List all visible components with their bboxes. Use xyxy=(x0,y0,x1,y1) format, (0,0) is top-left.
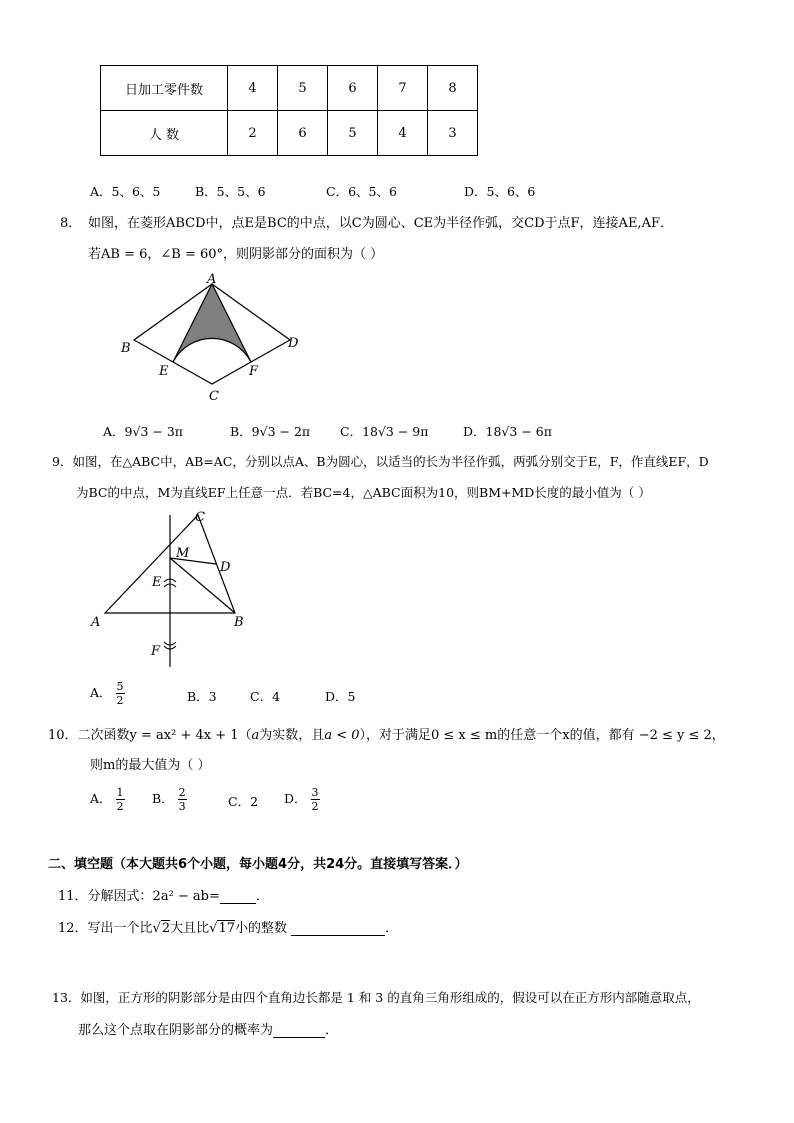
q10-line1 xyxy=(48,724,725,743)
table-cell: 7 xyxy=(378,66,428,111)
table-row xyxy=(101,66,478,111)
q7-option-d: D．5、6、6 xyxy=(464,184,536,199)
table-cell: 5 xyxy=(328,111,378,156)
q11-text: 11．分解因式：2a² − ab= xyxy=(58,889,220,904)
q9-option-c: C．4 xyxy=(250,689,281,704)
sqrt-sign: √ xyxy=(152,921,161,936)
q12-pre: 12．写出一个比 xyxy=(58,921,153,936)
q11 xyxy=(58,885,269,904)
q8-option-a: A．9√3 − 3π xyxy=(103,424,183,439)
q10-option-d-num: 3 xyxy=(311,786,319,799)
q8-option-d: D．18√3 − 6π xyxy=(463,424,552,439)
q9-option-b: B．3 xyxy=(187,689,217,704)
table-cell: 2 xyxy=(228,111,278,156)
q10-option-c xyxy=(228,792,258,810)
sqrt-sign: √ xyxy=(209,921,218,936)
label-m: M xyxy=(176,546,190,561)
table-cell: 日加工零件数 xyxy=(101,66,228,111)
answer-blank[interactable] xyxy=(273,1022,325,1038)
label-c: C xyxy=(209,389,219,404)
q8-option-b: B．9√3 − 2π xyxy=(230,424,311,439)
table-cell: 5 xyxy=(278,66,328,111)
label-f: F xyxy=(249,364,259,379)
q7-option-c: C．6、5、6 xyxy=(326,184,397,199)
q10-line1-a: 10．二次函数y = ax² + 4x + 1（ xyxy=(48,728,252,743)
q12-tail: ． xyxy=(385,921,399,936)
q10-option-a-prefix: A． xyxy=(90,791,112,806)
label-e: E xyxy=(159,364,169,379)
fraction xyxy=(178,786,187,813)
table-cell: 8 xyxy=(428,66,478,111)
q10-option-b-num: 2 xyxy=(178,786,186,799)
q9-option-a xyxy=(90,680,125,707)
q11-tail: ． xyxy=(255,889,269,904)
q10-line1-c: 为实数，且 xyxy=(259,728,325,743)
q13-tail: ． xyxy=(325,1023,339,1038)
q10-option-b-prefix: B． xyxy=(152,791,174,806)
q9-line1: 9．如图，在△ABC中，AB=AC，分别以点A、B为圆心，以适当的长为半径作弧，两弧分别交于E，F，作直线EF，D xyxy=(52,454,709,469)
q7-option-a: A．5、6、5 xyxy=(90,184,161,199)
q10-option-c-text: 2 xyxy=(250,794,259,809)
q8-number: 8． xyxy=(60,216,82,231)
answer-blank[interactable] xyxy=(220,888,256,904)
q13-line2: 那么这个点取在阴影部分的概率为 xyxy=(78,1023,274,1038)
q10-option-d-prefix: D． xyxy=(284,791,307,806)
triangle-figure xyxy=(85,505,255,675)
q9-option-d: D．5 xyxy=(325,689,356,704)
table-cell: 4 xyxy=(228,66,278,111)
section-title: 二、填空题（本大题共6个小题，每小题4分，共24分。直接填写答案．） xyxy=(48,857,468,872)
q8-line2: 若AB = 6，∠B = 60°，则阴影部分的面积为（ ） xyxy=(88,247,384,262)
q10-option-b xyxy=(152,786,187,813)
q10-line1-e: ），对于满足0 ≤ x ≤ m的任意一个x的值，都有 −2 ≤ y ≤ 2， xyxy=(359,728,725,743)
label-a: A xyxy=(207,272,217,287)
label-d: D xyxy=(288,336,299,351)
fraction xyxy=(116,786,125,813)
q12-mid: 大且比 xyxy=(170,921,210,936)
q10-option-a xyxy=(90,786,125,813)
label-c: C xyxy=(195,510,205,525)
label-d: D xyxy=(220,560,231,575)
fraction xyxy=(311,786,320,813)
table-row xyxy=(101,111,478,156)
q10-option-b-den: 3 xyxy=(178,800,186,813)
q10-option-d-den: 2 xyxy=(311,800,319,813)
q12-radicand-2: 17 xyxy=(218,921,235,936)
table-cell: 人 数 xyxy=(101,111,228,156)
q10-option-c-prefix: C． xyxy=(228,794,251,809)
q9-option-a-num: 5 xyxy=(116,680,124,693)
q12-radicand-1: 2 xyxy=(161,921,171,936)
q9-option-a-prefix: A． xyxy=(90,685,112,700)
q13-line2-wrap xyxy=(78,1019,338,1038)
q12-post: 小的整数 xyxy=(234,921,287,936)
q10-line2: 则m的最大值为（ ） xyxy=(90,758,211,773)
label-b: B xyxy=(234,615,244,630)
q12 xyxy=(58,917,398,936)
q10-option-a-den: 2 xyxy=(116,800,124,813)
q8-option-c: C．18√3 − 9π xyxy=(340,424,429,439)
q7-option-b: B．5、5、6 xyxy=(195,184,266,199)
data-table xyxy=(100,65,478,156)
answer-blank[interactable] xyxy=(291,920,385,936)
label-f: F xyxy=(151,644,161,659)
q13-line1: 13．如图，正方形的阴影部分是由四个直角边长都是 1 和 3 的直角三角形组成的，假设可以在正方形内部随意取点， xyxy=(52,990,700,1005)
fraction xyxy=(116,680,125,707)
q10-line1-d: a < 0 xyxy=(324,728,360,743)
label-e: E xyxy=(152,575,162,590)
q9-line2: 为BC的中点，M为直线EF上任意一点．若BC=4，△ABC面积为10，则BM+MD长度的最小值为（ ） xyxy=(76,485,651,500)
table-cell: 3 xyxy=(428,111,478,156)
label-a: A xyxy=(91,615,101,630)
q10-line1-b: a xyxy=(251,728,260,743)
q10-option-d xyxy=(284,786,320,813)
q10-option-a-num: 1 xyxy=(116,786,124,799)
q8-line1: 如图，在菱形ABCD中，点E是BC的中点，以C为圆心、CE为半径作弧，交CD于点F，连接AE,AF． xyxy=(88,216,673,231)
table-cell: 6 xyxy=(278,111,328,156)
q9-option-a-den: 2 xyxy=(116,694,124,707)
label-b: B xyxy=(121,341,131,356)
table-cell: 4 xyxy=(378,111,428,156)
table-cell: 6 xyxy=(328,66,378,111)
rhombus-figure xyxy=(110,272,320,412)
